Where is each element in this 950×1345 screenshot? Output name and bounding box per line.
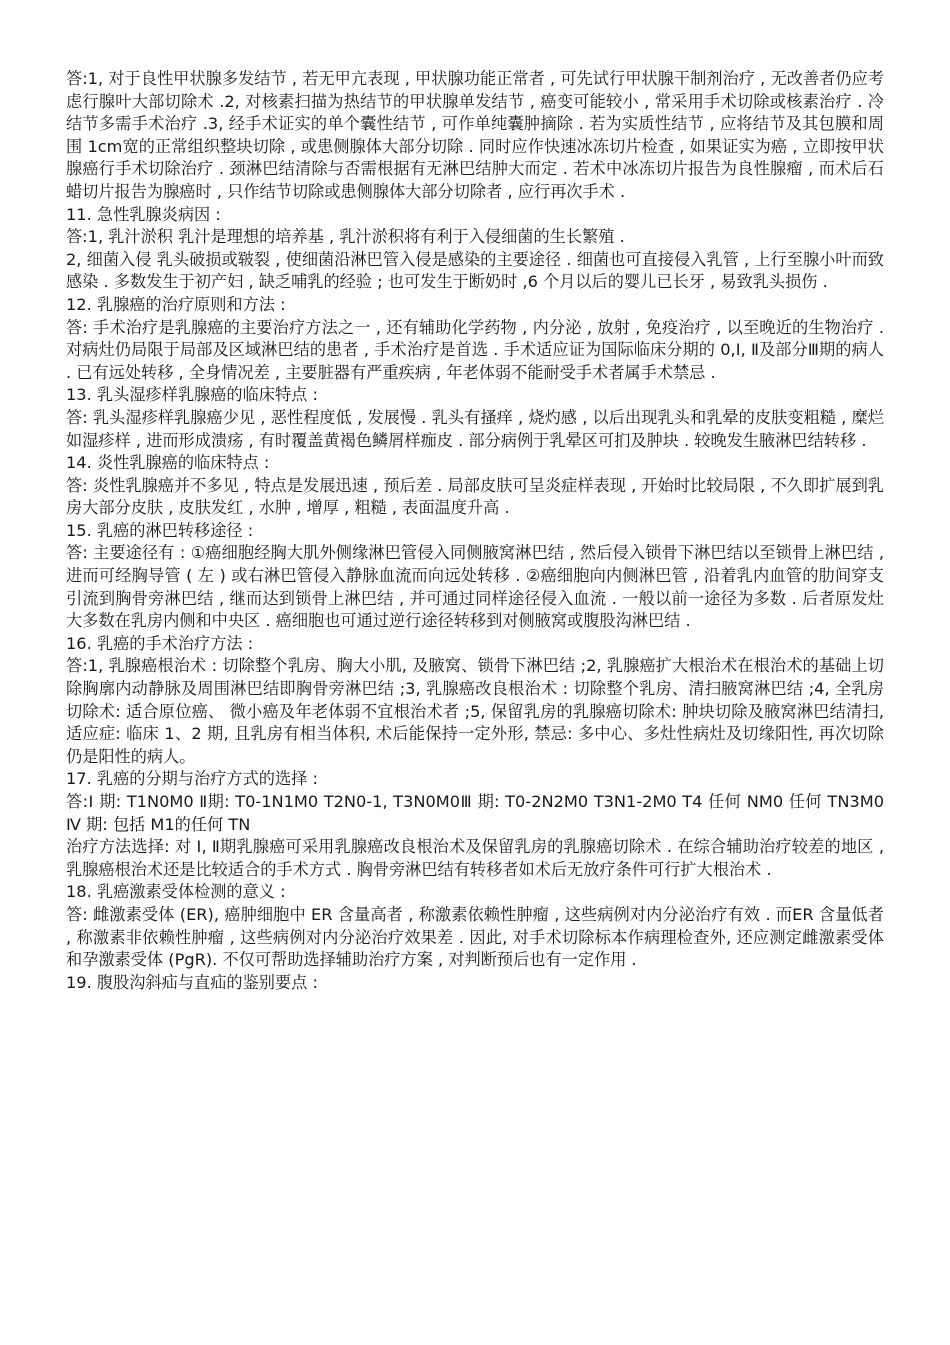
question-heading: 17. 乳癌的分期与治疗方式的选择 : xyxy=(66,769,318,789)
question-heading: 19. 腹股沟斜疝与直疝的鉴别要点 : xyxy=(66,972,318,992)
answer-paragraph: 答:Ⅰ 期: T1N0M0 Ⅱ期: T0-1N1M0 T2N0-1, T3N0M0Ⅲ 期: T0-2N2M0 T3N1-2M0 T4 任何 NM0 任何 TN3M0 Ⅳ 期: 包括 M1的任何 TN xyxy=(66,792,884,834)
question-heading: 11. 急性乳腺炎病因 : xyxy=(66,204,221,224)
question-heading: 15. 乳癌的淋巴转移途径 : xyxy=(66,520,254,540)
question-heading: 18. 乳癌激素受体检测的意义 : xyxy=(66,882,286,902)
answer-paragraph: 答:1, 乳汁淤积 乳汁是理想的培养基 , 乳汁淤积将有利于入侵细菌的生长繁殖 . xyxy=(66,227,625,247)
answer-paragraph: 答: 主要途径有 : ①癌细胞经胸大肌外侧缘淋巴管侵入同侧腋窝淋巴结 , 然后侵入锁骨下淋巴结以至锁骨上淋巴结 , 进而可经胸导管 ( 左 ) 或右淋巴管侵入静脉血流而向远处转移 . ②癌细胞向内侧淋巴管 , 沿着乳内血管的肋间穿支引流到胸骨旁淋巴结 , 继而达到锁骨上淋巴结 , 并可通过同样途径侵入血流 . 一般以前一途径为多数 . 后者原发灶大多数在乳房内侧和中央区 . 癌细胞也可通过逆行途径转移到对侧腋窝或腹股沟淋巴结 . xyxy=(66,543,884,631)
answer-paragraph: 答: 乳头湿疹样乳腺癌少见 , 恶性程度低 , 发展慢 . 乳头有搔痒 , 烧灼感 , 以后出现乳头和乳晕的皮肤变粗糙 , 糜烂如湿疹样 , 进而形成溃疡 , 有时覆盖黄褐色鳞屑样痂皮 . 部分病例于乳晕区可扪及肿块 . 较晚发生腋淋巴结转移 . xyxy=(66,407,884,450)
document-body xyxy=(66,68,884,994)
question-heading: 12. 乳腺癌的治疗原则和方法 : xyxy=(66,294,286,314)
question-heading: 14. 炎性乳腺癌的临床特点 : xyxy=(66,453,270,473)
question-heading: 13. 乳头湿疹样乳腺癌的临床特点 : xyxy=(66,385,318,405)
question-heading: 16. 乳癌的手术治疗方法 : xyxy=(66,633,254,653)
answer-paragraph: 2, 细菌入侵 乳头破损或皲裂 , 使细菌沿淋巴管入侵是感染的主要途径 . 细菌也可直接侵入乳管 , 上行至腺小叶而致感染 . 多数发生于初产妇 , 缺乏哺乳的经验 ; 也可发生于断奶时 ,6 个月以后的婴儿已长牙 , 易致乳头损伤 . xyxy=(66,249,884,292)
answer-paragraph: 答: 雌激素受体 (ER), 癌肿细胞中 ER 含量高者 , 称激素依赖性肿瘤 , 这些病例对内分泌治疗有效 . 而ER 含量低者 , 称激素非依赖性肿瘤 , 这些病例对内分泌治疗效果差 . 因此, 对手术切除标本作病理检查外, 还应测定雌激素受体和孕激素受体 (PgR). 不仅可帮助选择辅助治疗方案 , 对判断预后也有一定作用 . xyxy=(66,904,884,970)
answer-paragraph: 答:1, 对于良性甲状腺多发结节 , 若无甲亢表现 , 甲状腺功能正常者 , 可先试行甲状腺干制剂治疗 , 无改善者仍应考虑行腺叶大部切除术 .2, 对核素扫描为热结节的甲状腺单发结节 , 癌变可能较小 , 常采用手术切除或核素治疗 . 冷结节多需手术治疗 .3, 经手术证实的单个囊性结节 , 可作单纯囊肿摘除 . 若为实质性结节 , 应将结节及其包膜和周围 1cm宽的正常组织整块切除 , 或患侧腺体大部分切除 . 同时应作快速冰冻切片检查 , 如果证实为癌 , 立即按甲状腺癌行手术切除治疗 . 颈淋巴结清除与否需根据有无淋巴结肿大而定 . 若术中冰冻切片报告为良性腺瘤 , 而术后石蜡切片报告为腺癌时 , 只作结节切除或患侧腺体大部分切除者 , 应行再次手术 . xyxy=(66,69,884,201)
answer-paragraph: 答:1, 乳腺癌根治术 : 切除整个乳房、胸大小肌, 及腋窝、锁骨下淋巴结 ;2, 乳腺癌扩大根治术在根治术的基础上切除胸廓内动静脉及周围淋巴结即胸骨旁淋巴结 ;3, 乳腺癌改良根治术 : 切除整个乳房、清扫腋窝淋巴结 ;4, 全乳房切除术: 适合原位癌、 微小癌及年老体弱不宜根治术者 ;5, 保留乳房的乳腺癌切除术: 肿块切除及腋窝淋巴结清扫, 适应症: 临床 1、2 期, 且乳房有相当体积, 术后能保持一定外形, 禁忌: 多中心、多灶性病灶及切缘阳性, 再次切除仍是阳性的病人。 xyxy=(66,656,884,766)
answer-paragraph: 答: 炎性乳腺癌并不多见 , 特点是发展迅速 , 预后差 . 局部皮肤可呈炎症样表现 , 开始时比较局限 , 不久即扩展到乳房大部分皮肤 , 皮肤发红 , 水肿 , 增厚 , 粗糙 , 表面温度升高 . xyxy=(66,475,884,518)
answer-paragraph: 答: 手术治疗是乳腺癌的主要治疗方法之一 , 还有辅助化学药物 , 内分泌 , 放射 , 免疫治疗 , 以至晚近的生物治疗 . 对病灶仍局限于局部及区域淋巴结的患者 , 手术治疗是首选 . 手术适应证为国际临床分期的 0,Ⅰ, Ⅱ及部分Ⅲ期的病人 . 已有远处转移 , 全身情况差 , 主要脏器有严重疾病 , 年老体弱不能耐受手术者属手术禁忌 . xyxy=(66,317,884,382)
answer-paragraph: 治疗方法选择: 对 Ⅰ, Ⅱ期乳腺癌可采用乳腺癌改良根治术及保留乳房的乳腺癌切除术 . 在综合辅助治疗较差的地区 , 乳腺癌根治术还是比较适合的手术方式 . 胸骨旁淋巴结有转移者如术后无放疗条件可行扩大根治术 . xyxy=(66,837,884,879)
